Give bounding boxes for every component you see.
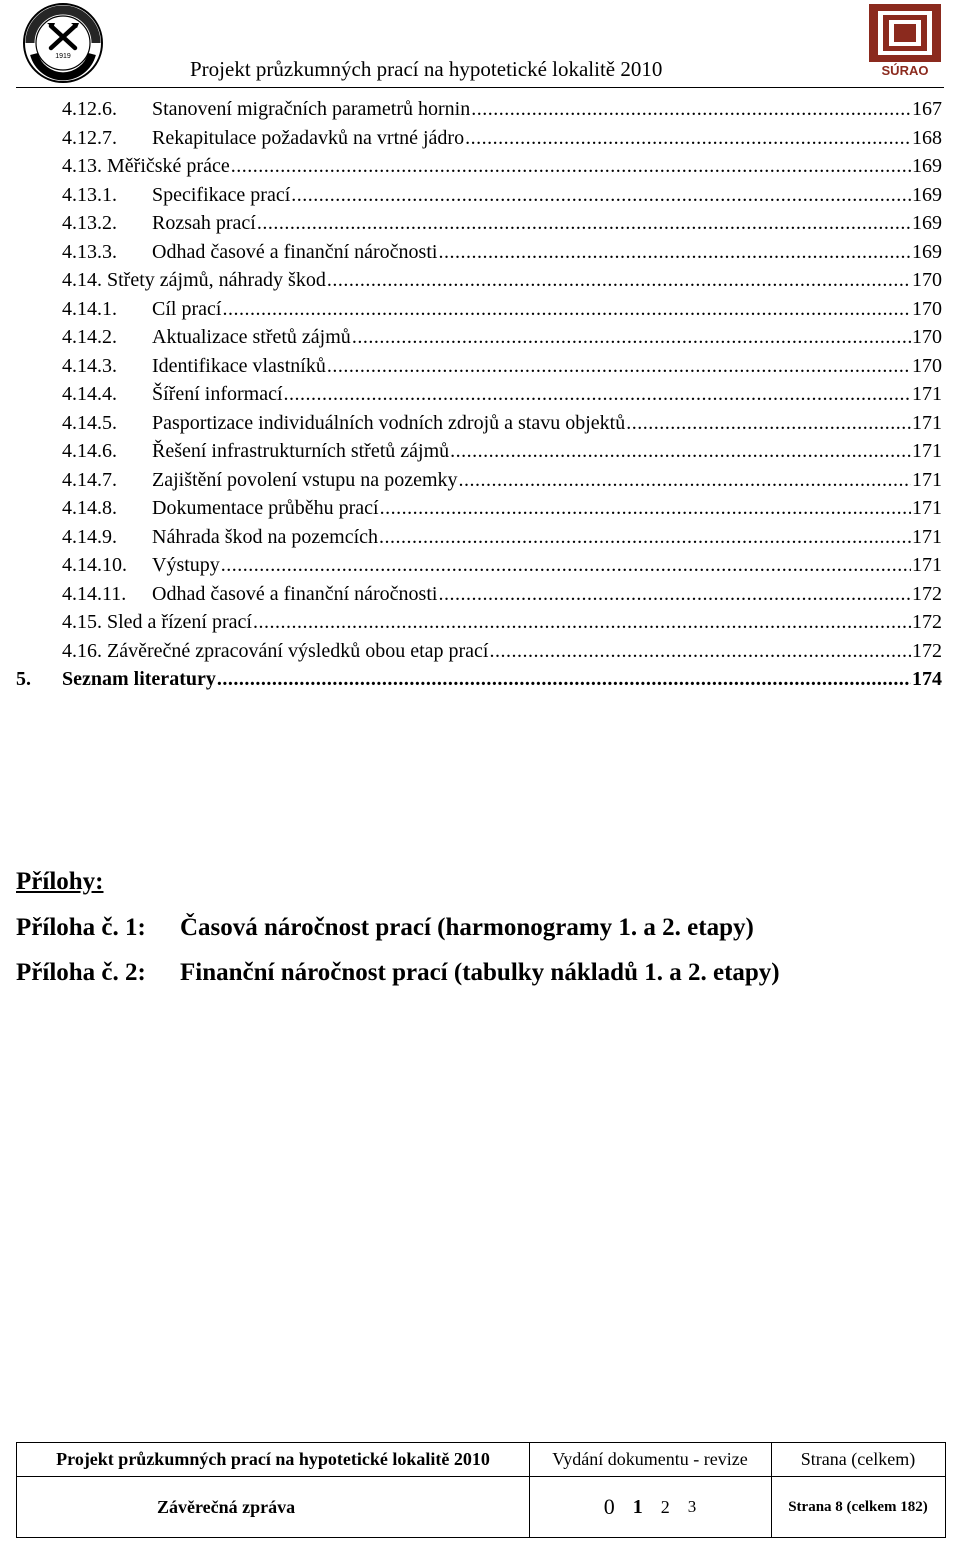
toc-entry[interactable]	[0, 608, 960, 636]
toc-entry-page: 172	[912, 582, 942, 605]
toc-entry[interactable]	[0, 124, 960, 152]
toc-dot-leader	[284, 380, 911, 408]
toc-dot-leader	[327, 352, 911, 380]
toc-entry-number: 4.14.10.	[62, 554, 127, 576]
revision-number: 1	[632, 1495, 643, 1518]
toc-entry-page: 171	[912, 497, 942, 519]
toc-entry-number: 4.14.6.	[62, 440, 117, 462]
toc-dot-leader	[291, 181, 911, 209]
toc-entry-number: 4.14.9.	[62, 525, 117, 548]
logo-year: 1919	[55, 53, 71, 60]
toc-entry-title: Měřičské práce	[107, 155, 230, 177]
toc-entry-page: 169	[912, 155, 942, 177]
toc-dot-leader	[221, 551, 911, 579]
footer-page-value: Strana 8 (celkem 182)	[788, 1498, 928, 1515]
toc-entry-page: 171	[912, 468, 942, 491]
toc-entry[interactable]	[0, 637, 960, 665]
toc-entry-number: 4.13.	[62, 155, 102, 177]
toc-entry-page: 167	[912, 98, 942, 120]
toc-entry-title: Šíření informací	[152, 383, 283, 405]
toc-entry-title: Pasportizace individuálních vodních zdrojů a stavu objektů	[152, 411, 626, 434]
toc-entry-page: 172	[912, 639, 942, 662]
surao-logo	[866, 2, 944, 78]
revision-number: 3	[687, 1497, 697, 1516]
page-footer	[16, 1442, 946, 1538]
toc-entry-number: 4.16.	[62, 639, 102, 662]
toc-entry[interactable]	[0, 323, 960, 351]
toc-entry-number: 5.	[16, 668, 31, 690]
toc-entry-page: 171	[912, 440, 942, 462]
toc-entry-page: 169	[912, 183, 942, 206]
toc-dot-leader	[352, 323, 911, 351]
toc-entry[interactable]	[0, 409, 960, 437]
toc-entry-title: Dokumentace průběhu prací	[152, 497, 379, 519]
toc-entry-number: 4.14.	[62, 269, 102, 291]
toc-entry-number: 4.13.3.	[62, 240, 117, 263]
toc-entry-number: 4.14.11.	[62, 582, 127, 605]
toc-entry-title: Specifikace prací	[152, 183, 291, 206]
revision-number: 0	[603, 1494, 615, 1519]
toc-entry-page: 169	[912, 240, 942, 263]
annex-item	[16, 912, 754, 944]
toc-dot-leader	[438, 238, 911, 266]
annex-item	[16, 957, 780, 989]
toc-entry-page: 169	[912, 212, 942, 234]
footer-revisions	[529, 1477, 771, 1537]
toc-dot-leader	[465, 124, 911, 152]
revision-number: 2	[660, 1496, 670, 1517]
toc-dot-leader	[380, 494, 911, 522]
toc-dot-leader	[327, 266, 911, 294]
surao-logo-text: SÚRAO	[881, 63, 929, 78]
footer-revision-label: Vydání dokumentu - revize	[552, 1449, 748, 1469]
toc-entry[interactable]	[0, 523, 960, 551]
toc-entry-page: 171	[912, 411, 942, 434]
toc-entry-title: Řešení infrastrukturních střetů zájmů	[152, 440, 450, 462]
toc-dot-leader	[471, 95, 911, 123]
toc-entry[interactable]	[0, 665, 960, 693]
toc-entry-page: 174	[912, 668, 942, 690]
toc-entry-number: 4.14.4.	[62, 383, 117, 405]
toc-entry-page: 171	[912, 554, 942, 576]
toc-entry-number: 4.14.8.	[62, 497, 117, 519]
toc-entry-number: 4.12.6.	[62, 98, 117, 120]
toc-entry-page: 170	[912, 326, 942, 348]
toc-entry[interactable]	[0, 238, 960, 266]
toc-entry-title: Závěrečné zpracování výsledků obou etap prací	[107, 639, 489, 662]
toc-entry-page: 170	[912, 269, 942, 291]
toc-entry-number: 4.15.	[62, 611, 102, 633]
toc-entry-title: Sled a řízení prací	[107, 611, 252, 633]
toc-entry[interactable]	[0, 266, 960, 294]
toc-dot-leader	[257, 209, 911, 237]
toc-entry-number: 4.13.1.	[62, 183, 117, 206]
toc-entry[interactable]	[0, 181, 960, 209]
footer-report-name: Závěrečná zpráva	[157, 1496, 296, 1517]
annex-item-label: Příloha č. 2:	[16, 959, 146, 986]
toc-entry[interactable]	[0, 295, 960, 323]
toc-entry-title: Aktualizace střetů zájmů	[152, 326, 351, 348]
toc-entry[interactable]	[0, 380, 960, 408]
toc-entry[interactable]	[0, 494, 960, 522]
toc-entry-page: 168	[912, 126, 942, 149]
toc-entry-page: 170	[912, 354, 942, 377]
toc-entry-title: Rozsah prací	[152, 212, 256, 234]
toc-entry-number: 4.14.2.	[62, 326, 117, 348]
toc-entry-page: 170	[912, 297, 942, 320]
annex-item-label: Příloha č. 1:	[16, 914, 146, 941]
annex-item-text: Časová náročnost prací (harmonogramy 1. a 2. etapy)	[180, 914, 754, 941]
czech-geological-survey-logo	[22, 2, 104, 84]
toc-entry-number: 4.14.7.	[62, 468, 117, 491]
page-header	[0, 0, 960, 90]
toc-entry[interactable]	[0, 152, 960, 180]
toc-entry-title: Výstupy	[152, 554, 220, 576]
toc-entry[interactable]	[0, 580, 960, 608]
toc-entry-number: 4.14.3.	[62, 354, 117, 377]
toc-entry-title: Seznam literatury	[62, 668, 216, 690]
toc-entry-title: Odhad časové a finanční náročnosti	[152, 582, 438, 605]
toc-entry-number: 4.14.1.	[62, 297, 117, 320]
toc-entry[interactable]	[0, 551, 960, 579]
toc-entry-page: 171	[912, 525, 942, 548]
toc-dot-leader	[253, 608, 911, 636]
toc-dot-leader	[489, 637, 911, 665]
toc-entry-title: Střety zájmů, náhrady škod	[107, 269, 326, 291]
toc-entry[interactable]	[0, 437, 960, 465]
toc-entry-page: 171	[912, 383, 942, 405]
header-divider	[16, 87, 944, 88]
annex-item-text: Finanční náročnost prací (tabulky nákladů 1. a 2. etapy)	[180, 959, 780, 986]
toc-entry[interactable]	[0, 352, 960, 380]
footer-project-title: Projekt průzkumných prací na hypotetické lokalitě 2010	[56, 1449, 490, 1469]
toc-entry-title: Odhad časové a finanční náročnosti	[152, 240, 438, 263]
header-title: Projekt průzkumných prací na hypotetické lokalitě 2010	[190, 57, 663, 81]
toc-entry[interactable]	[0, 466, 960, 494]
footer-page-label: Strana (celkem)	[800, 1449, 916, 1469]
toc-entry-title: Stanovení migračních parametrů hornin	[152, 98, 471, 120]
toc-dot-leader	[217, 665, 911, 693]
toc-entry-title: Zajištění povolení vstupu na pozemky	[152, 468, 458, 491]
toc-entry-number: 4.13.2.	[62, 212, 117, 234]
toc-entry-page: 172	[912, 611, 942, 633]
toc-dot-leader	[379, 523, 911, 551]
toc-dot-leader	[459, 466, 912, 494]
annex-heading: Přílohy:	[16, 868, 104, 895]
toc-entry[interactable]	[0, 209, 960, 237]
toc-dot-leader	[626, 409, 911, 437]
toc-entry-title: Rekapitulace požadavků na vrtné jádro	[152, 126, 465, 149]
toc-entry-title: Cíl prací	[152, 297, 222, 320]
toc-entry-number: 4.12.7.	[62, 126, 117, 149]
toc-dot-leader	[438, 580, 911, 608]
toc-entry-title: Identifikace vlastníků	[152, 354, 326, 377]
toc-dot-leader	[231, 152, 911, 180]
toc-entry[interactable]	[0, 95, 960, 123]
toc-entry-number: 4.14.5.	[62, 411, 117, 434]
toc-dot-leader	[222, 295, 911, 323]
toc-dot-leader	[450, 437, 911, 465]
toc-entry-title: Náhrada škod na pozemcích	[152, 525, 379, 548]
